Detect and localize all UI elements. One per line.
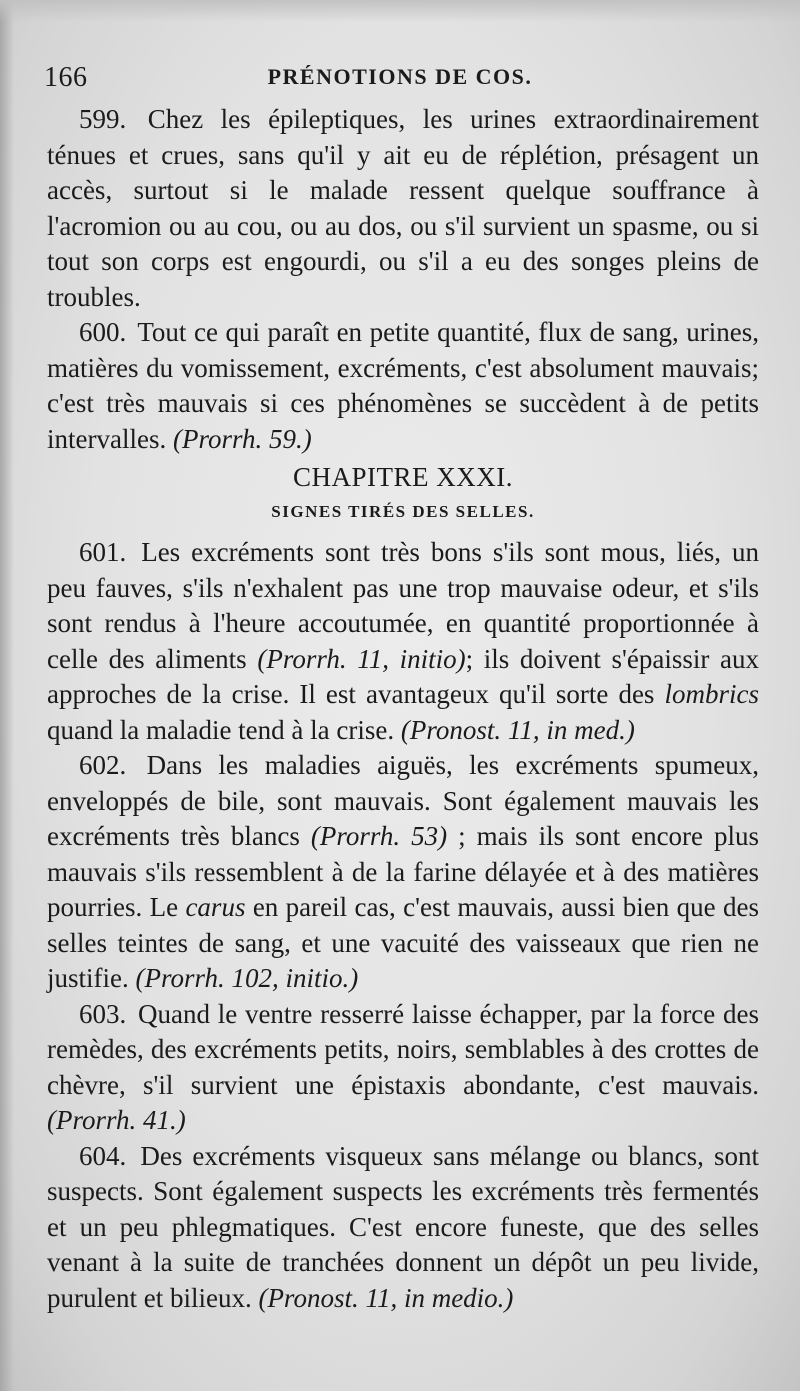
page-shadow-left xyxy=(0,0,14,1391)
paragraph-number: 602. xyxy=(79,750,127,780)
paragraph-text: Les excréments sont très bons s'ils sont mous, liés, un peu fauves, s'ils n'exhalent pas une trop mauvaise odeur, et s'ils sont rendus à l'heure accoutumée, en quantité proportionnée à celle des aliments xyxy=(47,537,759,674)
paragraph-text: ; ils doivent s'épaissir aux approches de la crise. Il est avantageux qu'il sorte des xyxy=(47,643,759,709)
paragraph-number: 599. xyxy=(79,104,127,134)
paragraph-text: Quand le ventre resserré laisse échapper, par la force des remèdes, des excréments petits, noirs, semblables à des crottes de chèvre, s'il survient une épistaxis abondante, c'est mauvais. xyxy=(47,998,760,1100)
page-shadow-top xyxy=(0,0,800,22)
paragraph-text: quand la maladie tend à la crise. xyxy=(47,714,395,745)
citation: (Prorrh. 102, initio.) xyxy=(135,963,359,993)
chapter-subtitle: SIGNES TIRÉS DES SELLES. xyxy=(271,502,535,521)
paragraph-text: Tout ce qui paraît en petite quantité, flux de sang, urines, matières du vomissement, excréments, c'est absolument mauvais; c'est très mauvais si ces phénomènes se succèdent à de petits intervalles. xyxy=(47,317,760,454)
citation: (Pronost. 11, in medio.) xyxy=(258,1282,514,1313)
citation: (Prorrh. 41.) xyxy=(47,1105,186,1135)
citation: (Prorrh. 53) xyxy=(310,821,448,851)
paragraph-number: 601. xyxy=(79,537,127,567)
paragraph-text: Des excréments visqueux sans mélange ou blancs, sont suspects. Sont également suspects les excréments très fermentés et un peu phlegmatiques. C'est encore funeste, que des selles venant à la suite de tranchées donnent un dépôt un peu livide, purulent et bilieux. xyxy=(47,1140,760,1313)
paragraph-text: ; mais ils sont encore plus mauvais s'ils ressemblent à de la farine délayée et à des matières pourries. Le xyxy=(47,821,760,922)
paragraph-601 xyxy=(47,535,759,748)
paragraph-number: 600. xyxy=(79,317,127,347)
paragraph-599 xyxy=(47,102,759,315)
paragraph-text: Dans les maladies aiguës, les excréments spumeux, enveloppés de bile, sont mauvais. Sont également mauvais les excréments très blancs xyxy=(47,750,759,851)
paragraph-604 xyxy=(47,1139,759,1317)
running-title: PRÉNOTIONS DE COS. xyxy=(267,64,533,89)
citation: (Prorrh. 11, initio) xyxy=(257,643,466,674)
page-number: 166 xyxy=(44,62,88,93)
citation: (Pronost. 11, in med.) xyxy=(400,714,635,745)
emphasis: lombrics xyxy=(664,679,759,709)
paragraph-text: en pareil cas, c'est mauvais, aussi bien que des selles teintes de sang, et une vacuité des vaisseaux que rien ne justifie. xyxy=(47,892,760,993)
page-header xyxy=(40,62,760,102)
paragraph-number: 603. xyxy=(79,998,127,1029)
paragraph-number: 604. xyxy=(79,1140,127,1171)
paragraph-600 xyxy=(47,315,759,457)
body-text xyxy=(47,102,759,1316)
paragraph-text: Chez les épileptiques, les urines extraordinairement ténues et crues, sans qu'il y ait eu de réplétion, présagent un accès, surtout si le malade ressent quelque souffrance à l'acromion ou au cou, ou au dos, ou s'il survient un spasme, ou si tout son corps est engourdi, ou s'il a eu des songes pleins de troubles. xyxy=(47,104,760,312)
chapter-title: CHAPITRE XXXI. xyxy=(293,462,513,492)
paragraph-602 xyxy=(47,748,759,997)
citation: (Prorrh. 59.) xyxy=(172,423,312,454)
paragraph-603 xyxy=(47,997,759,1139)
emphasis: carus xyxy=(185,892,246,922)
